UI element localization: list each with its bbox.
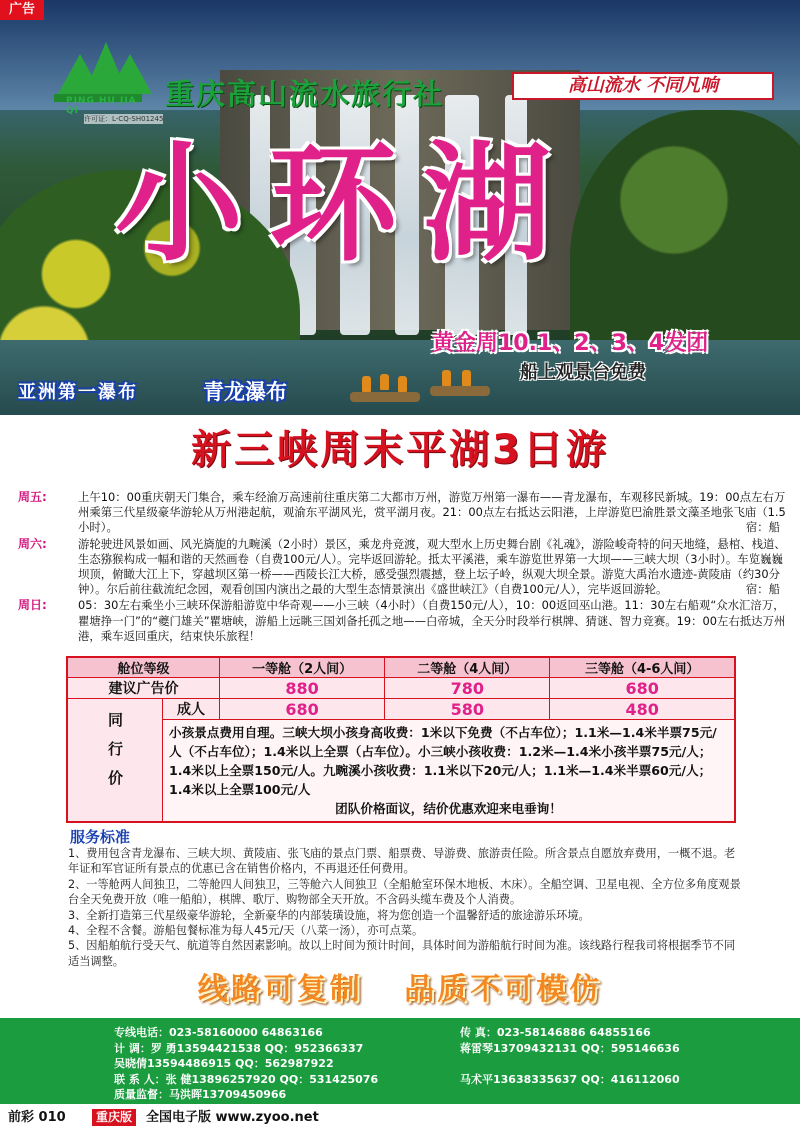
golden-week-banner: 黄金周10.1、2、3、4发团: [432, 331, 709, 356]
website-link[interactable]: 全国电子版 www.zyoo.net: [146, 1110, 319, 1125]
contact-line: 吴晓倩13594486915 QQ：562987922: [114, 1057, 334, 1070]
price-row-kids: [67, 720, 735, 823]
edition-badge: 重庆版: [92, 1109, 136, 1126]
day-label: 周日:: [18, 598, 47, 613]
kids-policy: 小孩景点费用自理。三峡大坝小孩身高收费：1米以下免费（不占车位）；1.1米—1.4米半票75元/人（不占车位）；1.4米以上全票（占车位）。小三峡小孩收费：1.2米—1.4米小孩半票75元/人；1.4米以上全票150元/人。九畹溪小孩收费：1.1米以下20元/人；1.1米—1.4米半票60元/人；1.4米以上全票100元/人: [169, 725, 717, 797]
day-text: 05：30左右乘坐小三峡环保游船游览中华奇观——小三峡（4小时）（自费150元/人），10：00返回巫山港。11：30左右船观“众水汇涪万，瞿塘挣一门”的“夔门雄关”瞿塘峡，游船上远眺三国刘备托孤之地——白帝城，全天分时段举行棋牌、猜谜、智力竞赛。19：00左右抵达万州港，乘车返回重庆，结束快乐旅程！: [78, 598, 786, 643]
peer-price-label: [67, 699, 163, 823]
page-footer: [0, 1106, 800, 1129]
service-item: 1、费用包含青龙瀑布、三峡大坝、黄陵庙、张飞庙的景点门票、船票费、导游费、旅游责任险。所含景点自愿放弃费用，一概不退。老年证和军官证所有景点的优惠已含在销售价格内，不再退还任何费用。: [68, 847, 736, 876]
qinglong-caption: 青龙瀑布: [203, 380, 287, 404]
contact-line: 传 真：023-58146886 64855166: [460, 1026, 651, 1039]
price-cell: 880: [219, 678, 384, 699]
rafter: [362, 376, 371, 392]
agency-name: 重庆高山流水旅行社: [165, 77, 445, 111]
price-cell: 480: [550, 699, 735, 720]
bamboo-raft: [430, 386, 490, 396]
rafter: [462, 370, 471, 386]
contact-footer: [0, 1018, 800, 1104]
slogan-box: 高山流水 不同凡响: [512, 72, 774, 100]
tagline-part: 品质不可模仿: [404, 972, 603, 1007]
contact-line: 专线电话：023-58160000 64863166: [114, 1026, 323, 1039]
kids-policy-cell: [163, 720, 736, 823]
itinerary-day-saturday: [18, 537, 788, 598]
bamboo-raft: [350, 392, 420, 402]
itinerary-day-friday: [18, 490, 788, 536]
contact-line: 蒋雷琴13709432131 QQ：595146636: [460, 1041, 680, 1055]
rafter: [442, 370, 451, 386]
service-list: [68, 846, 744, 969]
price-cell: 680: [550, 678, 735, 699]
service-item: 5、因船舶航行受天气、航道等自然因素影响。故以上时间为预计时间，具体时间为游船航行时间为准。该线路行程我司将根据季节不同适当调整。: [68, 939, 736, 968]
price-row-adult: [67, 699, 735, 720]
peer-price-label-text: 同行价: [106, 711, 124, 799]
agency-logo: [48, 50, 148, 120]
group-note: 团队价格面议，结价优惠欢迎来电垂询！: [335, 801, 562, 816]
itinerary-day-sunday: [18, 598, 788, 644]
service-item: 3、全新打造第三代星级豪华游轮，全新豪华的内部装璜设施，将为您创造一个温馨舒适的旅途游乐环境。: [68, 908, 590, 922]
price-table: [66, 656, 736, 823]
price-cell: 780: [385, 678, 550, 699]
price-cell: 680: [219, 699, 384, 720]
service-item: 4、全程不含餐。游船包餐标准为每人45元/天（八菜一汤），亦可点菜。: [68, 924, 424, 938]
row-label: 成人: [163, 699, 220, 720]
header-first-class: 一等舱（2人间）: [219, 657, 384, 678]
contact-column-right: [460, 1025, 790, 1087]
ad-tag: 广告: [0, 0, 44, 20]
day-text: 游轮驶进风景如画、风光旖旎的九畹溪（2小时）景区，乘龙舟竞渡，观大型水上历史舞台剧《礼魂》，游险峻奇特的问天地缝，悬棺、栈道、生态猕猴构成一幅和谐的天然画卷（自费100元/人）。完毕返回游轮。抵太平溪港，乘车游览世界第一大坝——三峡大坝（3小时）。车览巍巍坝顶，俯瞰大江上下，穿越坝区第一桥——西陵长江大桥，感受强烈震撼，登上坛子岭，纵观大坝全景。游览大禹治水遗迹-黄陵庙（约30分钟）。尔后前往截流纪念园，观看创国内演出之最的大型生态情景演出《盛世峡江》（自费100元/人），完毕返回游轮。: [78, 536, 786, 597]
logo-text: PING HU JIA QI: [66, 96, 137, 116]
header-second-class: 二等舱（4人间）: [385, 657, 550, 678]
rafter: [380, 374, 389, 390]
contact-line: 马术平13638335637 QQ：416112060: [460, 1072, 680, 1086]
header-cabin-class: 舱位等级: [67, 657, 219, 678]
deck-free-note: 船上观景台免费: [520, 362, 646, 383]
license-number: 许可证：L-CQ-SH01245: [84, 115, 164, 123]
tagline-part: 线路可复制: [197, 972, 363, 1007]
contact-line: 计 调：罗 勇13594421538 QQ：952366337: [114, 1041, 364, 1055]
service-title: 服务标准: [70, 828, 131, 846]
header-third-class: 三等舱（4-6人间）: [550, 657, 735, 678]
tagline: [0, 964, 800, 1008]
day-text: 上午10：00重庆朝天门集合，乘车经渝万高速前往重庆第二大都市万州，游览万州第一瀑布——青龙瀑布，车观移民新城。19：00点左右万州乘第三代星级豪华游轮从万州港起航，观渝东平湖风光，赏平湖月夜。21：00点左右抵达云阳港，上岸游览巴渝胜景文藻圣地张飞庙（1.5小时）。: [78, 490, 786, 535]
contact-column-left: [114, 1025, 454, 1103]
day-label: 周六:: [18, 536, 47, 551]
day-lodging: 宿：船: [745, 582, 780, 597]
contact-line: 质量监督：马洪晖13709450966: [114, 1088, 287, 1101]
rafter: [398, 376, 407, 392]
day-lodging: 宿：船: [745, 520, 780, 535]
price-cell: 580: [385, 699, 550, 720]
price-row-advertised: [67, 678, 735, 699]
contact-spacer: [460, 1056, 790, 1072]
price-header-row: [67, 657, 735, 678]
page-number: 前彩 010: [8, 1110, 66, 1125]
service-item: 2、一等舱两人间独卫，二等舱四人间独卫，三等舱六人间独卫（全船舱室环保木地板、木床）。全船空调、卫星电视、全方位多角度观景台全天免费开放（唯一船舶），棋牌、歌厅、购物部全天开放。不含码头缆车费及个人消费。: [68, 877, 741, 907]
itinerary: [18, 490, 788, 645]
row-label: 建议广告价: [67, 678, 219, 699]
mountain-icon: [108, 54, 152, 94]
destination-title: 小环湖: [115, 130, 578, 279]
contact-line: 联 系 人：张 健13896257920 QQ：531425076: [114, 1072, 379, 1086]
trip-title: 新三峡周末平湖3日游: [191, 427, 609, 473]
day-label: 周五:: [18, 490, 47, 504]
asia-waterfall-caption: 亚洲第一瀑布: [18, 382, 138, 403]
